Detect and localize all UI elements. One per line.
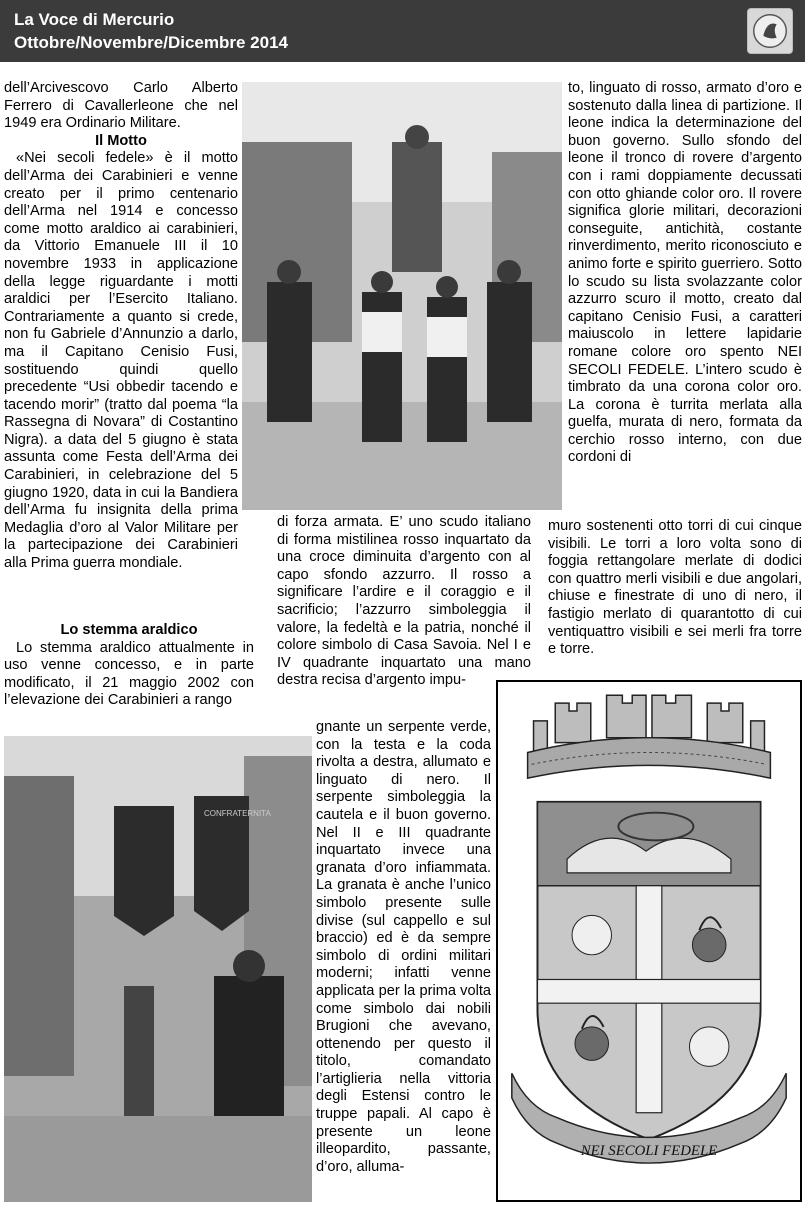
carabinieri-coat-of-arms-icon	[498, 682, 800, 1200]
section-heading-stemma: Lo stemma araldico	[60, 622, 198, 638]
crest-motto: NEI SECOLI FEDELE	[580, 1143, 718, 1160]
masthead	[0, 0, 805, 62]
column-2-text	[277, 514, 531, 690]
paragraph: Lo stemma araldico attualmente in uso venne concesso, e in parte modificato, il 21 maggio 2002 con l’elevazione dei Carabinieri a rango	[4, 639, 254, 709]
column-3-text	[568, 80, 802, 467]
column-1-text	[4, 80, 238, 573]
newspaper-logo-icon	[747, 8, 793, 54]
paragraph: muro sostenenti otto torri di cui cinque visibili. Le torri a loro volta sono di foggia rettangolare merlate di dodici con quattro merli visibili e due angolari, chiuse e finestrate di uno di nero, il fastigio merlato di quarantotto di cui ventiquattro visibili e sei merli fra torre e torre.	[548, 518, 802, 658]
paragraph: di forza armata. E’ uno scudo italiano di forma mistilinea rosso inquartato da una croce diminuita d’argento con al capo sfondo azzurro. Il rosso a significare l’ardire e il coraggio e il sacrificio; l’azzurro simboleggia il valore, la fedeltà e la patria, nonché il colore simbolo di Casa Savoia. Nel I e IV quadrante inquartato una mano destra recisa d’argento impu-	[277, 514, 531, 689]
banner-caption: CONFRATERNITA	[204, 809, 271, 818]
paragraph: to, linguato di rosso, armato d’oro e sostenuto dalla linea di partizione. Il leone indica la determinazione del buon governo. Sullo sfondo del leone il tronco di rovere d’argento con i rami doppiamente decussati con otto ghiande color oro. Il rovere significa glorie militari, decorazioni conseguite, antichità, costante rinverdimento, merito riconosciuto e animo forte e spirito guerriero. Sotto lo scudo su lista svolazzante color azzurro scuro il motto, creato dal capitano Cenisio Fusi, a caratteri maiuscolo in lettere lapidarie romane colore oro spento NEI SECOLI FEDELE. L’intero scudo è timbrato da una corona color oro. La corona è turrita merlata alla guelfa, murata di nero, formata da cerchio rosso interno, con due cordoni di	[568, 80, 802, 466]
column-2-lower-text	[316, 719, 491, 1176]
section-heading-motto: Il Motto	[95, 132, 147, 149]
banners-photo	[4, 736, 312, 1202]
paragraph: «Nei secoli fedele» è il motto dell’Arma dei Carabinieri e venne creato per il primo centenario dell’Arma nel 1914 e concesso come motto araldico ai carabinieri, da Vittorio Emanuele III il 10 novembre 1933 in applicazione della legge riguardante i motti araldici per l’Esercito Italiano. Contrariamente a quanto si crede, non fu Gabriele d’Annunzio a darlo, ma il Capitano Cenisio Fusi, sostituendo quindi quello precedente “Usi obbedir tacendo e tacendo morir” (tratto dal poema “la Rassegna di Novara” di Costantino Nigra). a data del 5 giugno è stata assunta come Festa dell’Arma dei Carabinieri, in celebrazione del 5 giugno 1920, data in cui la Bandiera dell’Arma fu insignita della prima Medaglia d’oro al Valor Militare per la partecipazione dei Carabinieri alla Prima guerra mondiale.	[4, 150, 238, 572]
paragraph: dell’Arcivescovo Carlo Alberto Ferrero di Cavallerleone che nel 1949 era Ordinario Militare.	[4, 80, 238, 132]
column-3-lower-text	[548, 518, 802, 659]
newspaper-title: La Voce di Mercurio	[14, 10, 175, 29]
column-1-lower-text	[4, 622, 254, 710]
coat-of-arms-frame	[496, 680, 802, 1202]
procession-photo	[242, 82, 562, 510]
issue-date: Ottobre/Novembre/Dicembre 2014	[14, 33, 288, 52]
paragraph: gnante un serpente verde, con la testa e la coda rivolta a destra, allumato e linguato di nero. Il serpente simboleggia la cautela e il buon governo. Nel II e III quadrante inquartato invece una granata d’oro infiammata. La granata è anche l’unico simbolo presente sulle divise (sul cappello e sul braccio) ed è da sempre simbolo di ordini militari moderni; infatti venne applicata per la prima volta come simbolo dai nobili Brugioni che avevano, ottenendo per questo il titolo, comandato l’artiglieria nella vittoria degli Estensi contro le truppe papali. Al capo è presente un leone illeopardito, passante, d’oro, alluma-	[316, 719, 491, 1175]
